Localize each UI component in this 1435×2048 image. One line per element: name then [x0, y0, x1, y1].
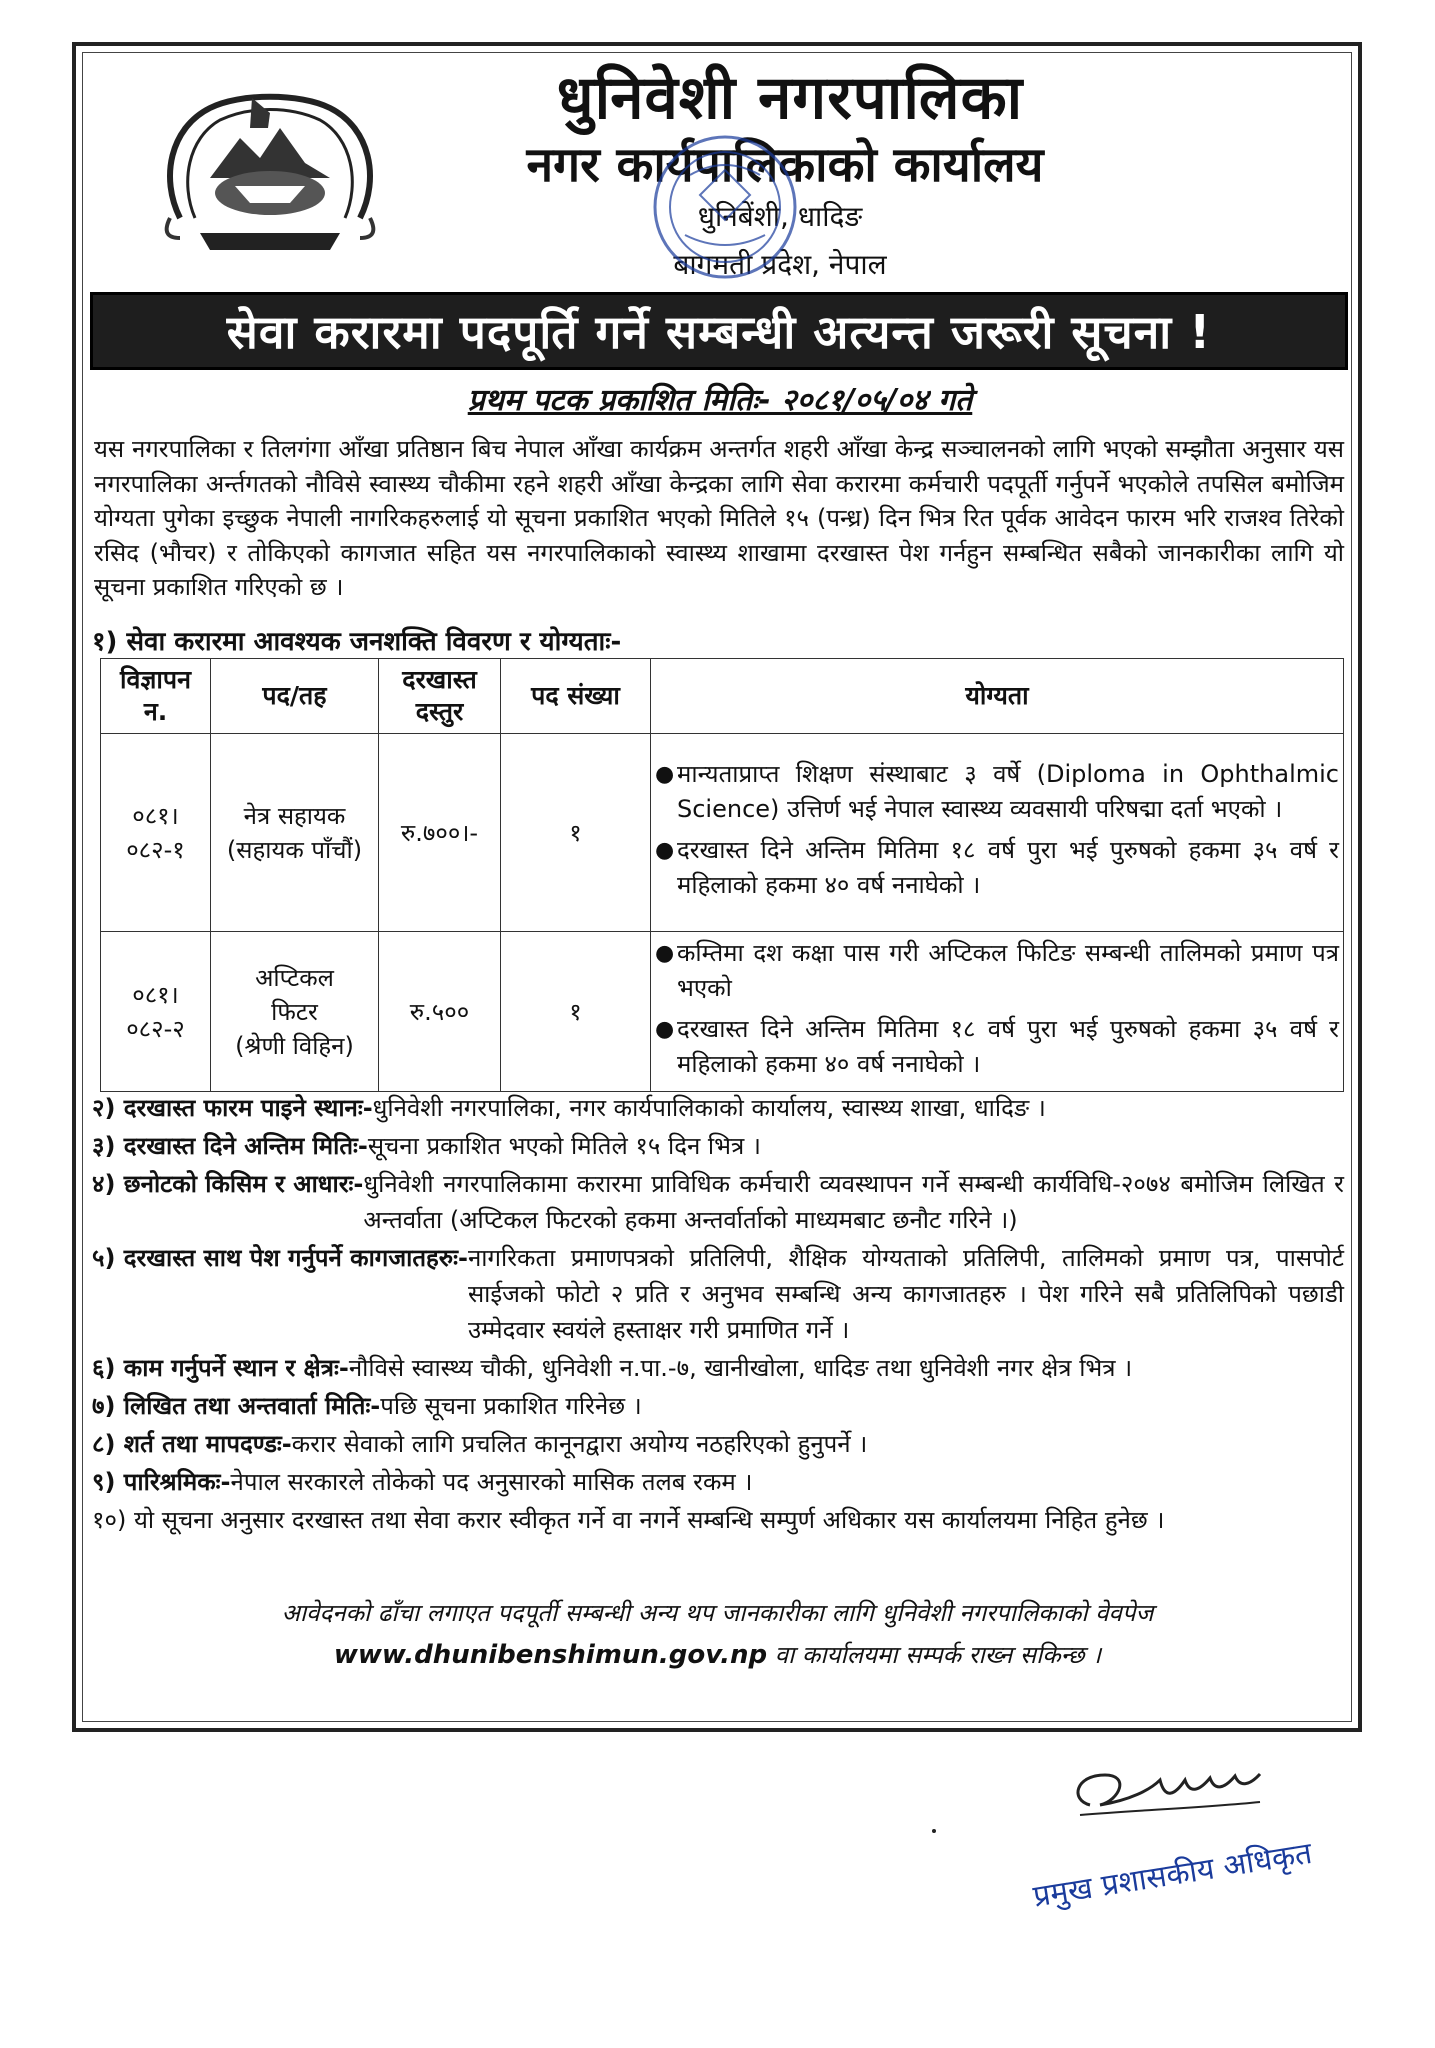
header-fee: दरखास्त दस्तुर: [379, 659, 501, 734]
item-value: नागरिकता प्रमाणपत्रको प्रतिलिपी, शैक्षिक योग्यताको प्रतिलिपी, तालिमको प्रमाण पत्र, पासपोर्ट साईजको फोटो २ प्रति र अनुभव सम्बन्धि अन्य कागजातहरु । पेश गरिने सबै प्रतिलिपिको पछाडी उम्मेदवार स्वयंले हस्ताक्षर गरी प्रमाणित गर्ने ।: [467, 1244, 1344, 1344]
list-item: [92, 1350, 1344, 1386]
office-subtitle: नगर कार्यपालिकाको कार्यालय: [526, 137, 1044, 193]
qualification-cell: [651, 734, 1344, 932]
bullet-icon: ●: [655, 761, 675, 787]
item-value: सूचना प्रकाशित भएको मितिले १५ दिन भित्र ।: [367, 1132, 761, 1160]
item-label: २) दरखास्त फारम पाइने स्थानः-: [92, 1094, 373, 1122]
list-item: [92, 1240, 1344, 1348]
list-item: [655, 1012, 1339, 1082]
item-label: ९) पारिश्रमिकः-: [92, 1468, 231, 1496]
qualification-text: दरखास्त दिने अन्तिम मितिमा १८ वर्ष पुरा भई पुरुषको हकमा ३५ वर्ष र महिलाको हकमा ४० वर्ष ननाघेको ।: [677, 1014, 1339, 1078]
office-address: धुनिबेंशी, धादिङ: [697, 200, 863, 233]
qualification-cell: [651, 932, 1344, 1092]
table-row: [101, 932, 1344, 1092]
table-header-row: [101, 659, 1344, 734]
bullet-icon: ●: [655, 940, 675, 966]
list-item: [92, 1502, 1344, 1538]
publish-date: प्रथम पटक प्रकाशित मितिः- २०८१/०५/०४ गते: [467, 383, 973, 418]
ad-no-line: ०८१।: [132, 980, 179, 1009]
posts-table: [100, 658, 1344, 1092]
signatory-title: प्रमुख प्रशासकीय अधिकृत: [1030, 1835, 1315, 1915]
office-province: बागमती प्रदेश, नेपाल: [673, 248, 887, 281]
section-1-title: १) सेवा करारमा आवश्यक जनशक्ति विवरण र योग्यताः-: [92, 627, 622, 657]
item-value: धुनिवेशी नगरपालिका, नगर कार्यपालिकाको कार्यालय, स्वास्थ्य शाखा, धादिङ ।: [372, 1094, 1046, 1122]
signature-icon: [1060, 1750, 1270, 1830]
post-line: (सहायक पाँचौं): [226, 835, 363, 864]
item-value: करार सेवाको लागि प्रचलित कानूनद्वारा अयोग्य नठहरिएको हुनुपर्ने ।: [291, 1430, 868, 1458]
notice-title: सेवा करारमा पदपूर्ति गर्ने सम्बन्धी अत्यन्त जरूरी सूचना !: [226, 305, 1212, 359]
header-ad-no: विज्ञापन न.: [101, 659, 211, 734]
item-label: ५) दरखास्त साथ पेश गर्नुपर्ने कागजातहरुः-: [92, 1244, 468, 1272]
post-cell: [211, 932, 379, 1092]
website-link[interactable]: www.dhunibenshimun.gov.np: [333, 1640, 768, 1670]
count-cell: १: [501, 932, 651, 1092]
list-item: [92, 1166, 1344, 1238]
ad-no-line: ०८२-१: [126, 835, 185, 864]
item-value: नेपाल सरकारले तोकेको पद अनुसारको मासिक तलब रकम ।: [230, 1468, 753, 1496]
item-value: पछि सूचना प्रकाशित गरिनेछ ।: [380, 1392, 642, 1420]
list-item: [655, 833, 1339, 903]
item-value: धुनिवेशी नगरपालिकामा करारमा प्राविधिक कर्मचारी व्यवस्थापन गर्ने सम्बन्धी कार्यविधि-२०७४ बमोजिम लिखित र अन्तर्वाता (अप्टिकल फिटरको हकमा अन्तर्वार्ताको माध्यमबाट छनौट गरिने ।): [363, 1170, 1344, 1234]
item-label: ४) छनोटको किसिम र आधारः-: [92, 1170, 364, 1198]
header-post: पद/तह: [211, 659, 379, 734]
ad-no-line: ०८२-२: [126, 1014, 185, 1043]
item-label: ३) दरखास्त दिने अन्तिम मितिः-: [92, 1132, 368, 1160]
footer-line-2: [130, 1638, 1305, 1671]
post-line: नेत्र सहायक: [243, 801, 346, 830]
footer-line-1: आवेदनको ढाँचा लगाएत पदपूर्ती सम्बन्धी अन्य थप जानकारीका लागि धुनिवेशी नगरपालिकाको वेवपेज: [281, 1599, 1154, 1627]
notice-items: [92, 1090, 1344, 1540]
footer-line-2-rest: वा कार्यालयमा सम्पर्क राख्न सकिन्छ ।: [767, 1641, 1102, 1669]
bullet-icon: ●: [655, 837, 675, 863]
list-item: [92, 1128, 1344, 1164]
list-item: [655, 936, 1339, 1006]
notice-title-banner: [90, 292, 1348, 370]
ad-no-line: ०८१।: [132, 801, 179, 830]
office-name: धुनिवेशी नगरपालिका: [556, 63, 1024, 133]
qualification-text: मान्यताप्राप्त शिक्षण संस्थाबाट ३ वर्षे (Diploma in Ophthalmic Science) उत्तिर्ण भई नेपाल स्वास्थ्य व्यवसायी परिषद्मा दर्ता भएको ।: [677, 759, 1339, 823]
post-cell: [211, 734, 379, 932]
fee-cell: रु.७००।-: [379, 734, 501, 932]
intro-paragraph: यस नगरपालिका र तिलगंगा आँखा प्रतिष्ठान बिच नेपाल आँखा कार्यक्रम अन्तर्गत शहरी आँखा केन्द्र सञ्चालनको लागि भएको सम्झौता अनुसार यस नगरपालिका अर्न्तगतको नौविसे स्वास्थ्य चौकीमा रहने शहरी आँखा केन्द्रका लागि सेवा करारमा कर्मचारी पदपूर्ती गर्नुपर्ने भएकोले तपसिल बमोजिम योग्यता पुगेका इच्छुक नेपाली नागरिकहरुलाई यो सूचना प्रकाशित भएको मितिले १५ (पन्ध्र) दिन भित्र रित पूर्वक आवेदन फारम भरि राजश्व तिरेको रसिद (भौचर) र तोकिएको कागजात सहित यस नगरपालिकाको स्वास्थ्य शाखामा दरखास्त पेश गर्नहुन सम्बन्धित सबैको जानकारीका लागि यो सूचना प्रकाशित गरिएको छ ।: [94, 435, 1344, 601]
list-item: [92, 1388, 1344, 1424]
item-label: ६) काम गर्नुपर्ने स्थान र क्षेत्रः-: [92, 1354, 349, 1382]
ad-no-cell: [101, 932, 211, 1092]
bullet-icon: ●: [655, 1016, 675, 1042]
item-label: ८) शर्त तथा मापदण्डः-: [92, 1430, 292, 1458]
item-value: नौविसे स्वास्थ्य चौकी, धुनिवेशी न.पा.-७, खानीखोला, धादिङ तथा धुनिवेशी नगर क्षेत्र भित्र ।: [348, 1354, 1133, 1382]
post-line: अप्टिकल: [255, 963, 334, 992]
qualification-text: दरखास्त दिने अन्तिम मितिमा १८ वर्ष पुरा भई पुरुषको हकमा ३५ वर्ष र महिलाको हकमा ४० वर्ष ननाघेको ।: [677, 835, 1339, 899]
office-stamp-icon: [630, 125, 820, 290]
table-row: [101, 734, 1344, 932]
count-cell: १: [501, 734, 651, 932]
ad-no-cell: [101, 734, 211, 932]
post-line: (श्रेणी विहिन): [235, 1031, 354, 1060]
ink-dot: [932, 1829, 936, 1833]
fee-cell: रु.५००: [379, 932, 501, 1092]
item-value: १०) यो सूचना अनुसार दरखास्त तथा सेवा करार स्वीकृत गर्ने वा नगर्ने सम्बन्धि सम्पुर्ण अधिकार यस कार्यालयमा निहित हुनेछ ।: [92, 1506, 1165, 1534]
post-line: फिटर: [271, 997, 318, 1026]
list-item: [92, 1090, 1344, 1126]
list-item: [655, 757, 1339, 827]
item-label: ७) लिखित तथा अन्तवार्ता मितिः-: [92, 1392, 381, 1420]
header-qualification: योग्यता: [651, 659, 1344, 734]
nepal-emblem-icon: [140, 68, 400, 268]
list-item: [92, 1464, 1344, 1500]
qualification-text: कम्तिमा दश कक्षा पास गरी अप्टिकल फिटिङ सम्बन्धी तालिमको प्रमाण पत्र भएको: [677, 938, 1339, 1002]
list-item: [92, 1426, 1344, 1462]
header-count: पद संख्या: [501, 659, 651, 734]
